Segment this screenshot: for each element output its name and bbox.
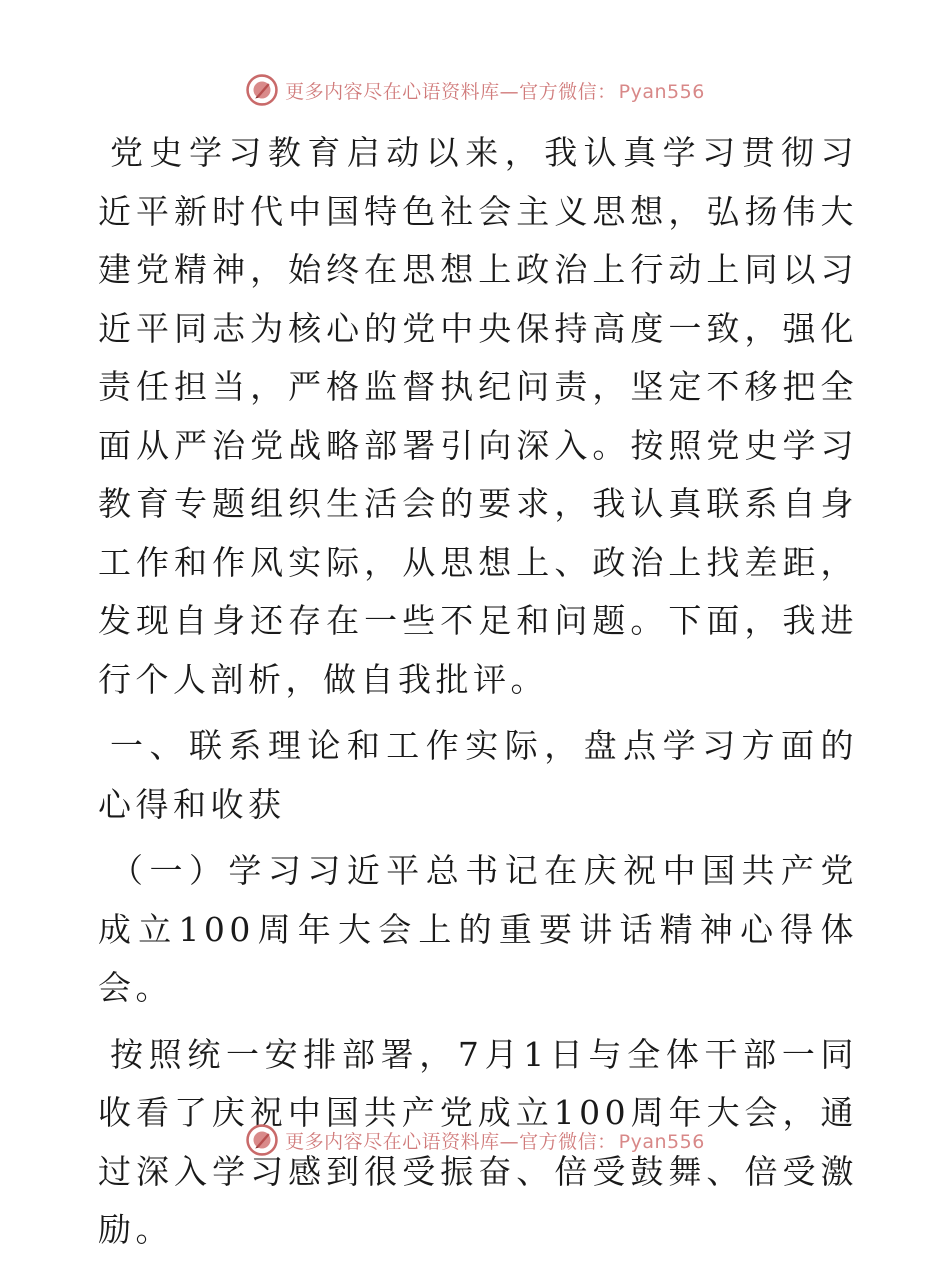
watermark-header xyxy=(0,70,950,110)
section-heading-1: 一、联系理论和工作实际，盘点学习方面的心得和收获 xyxy=(98,726,858,824)
body-paragraph: 按照统一安排部署，7月1日与全体干部一同收看了庆祝中国共产党成立100周年大会，通过深入学习感到很受振奋、倍受鼓舞、倍受激励。 xyxy=(98,1034,858,1249)
pen-nib-logo-icon xyxy=(245,1123,279,1157)
watermark-id: Pyan556 xyxy=(618,80,705,103)
watermark-id: Pyan556 xyxy=(618,1130,705,1153)
subsection-heading-1: （一）学习习近平总书记在庆祝中国共产党成立100周年大会上的重要讲话精神心得体会。 xyxy=(98,851,858,1007)
watermark-footer xyxy=(0,1120,950,1160)
watermark-text: 更多内容尽在心语资料库—官方微信： Pyan556 xyxy=(285,80,705,103)
watermark-text: 更多内容尽在心语资料库—官方微信： Pyan556 xyxy=(285,1130,705,1153)
intro-paragraph: 党史学习教育启动以来，我认真学习贯彻习近平新时代中国特色社会主义思想，弘扬伟大建党精神，始终在思想上政治上行动上同以习近平同志为核心的党中央保持高度一致，强化责任担当，严格监督执纪问责，坚定不移把全面从严治党战略部署引向深入。按照党史学习教育专题组织生活会的要求，我认真联系自身工作和作风实际，从思想上、政治上找差距，发现自身还存在一些不足和问题。下面，我进行个人剖析，做自我批评。 xyxy=(98,133,858,699)
pen-nib-logo-icon xyxy=(245,73,279,107)
document-body xyxy=(98,124,858,1268)
